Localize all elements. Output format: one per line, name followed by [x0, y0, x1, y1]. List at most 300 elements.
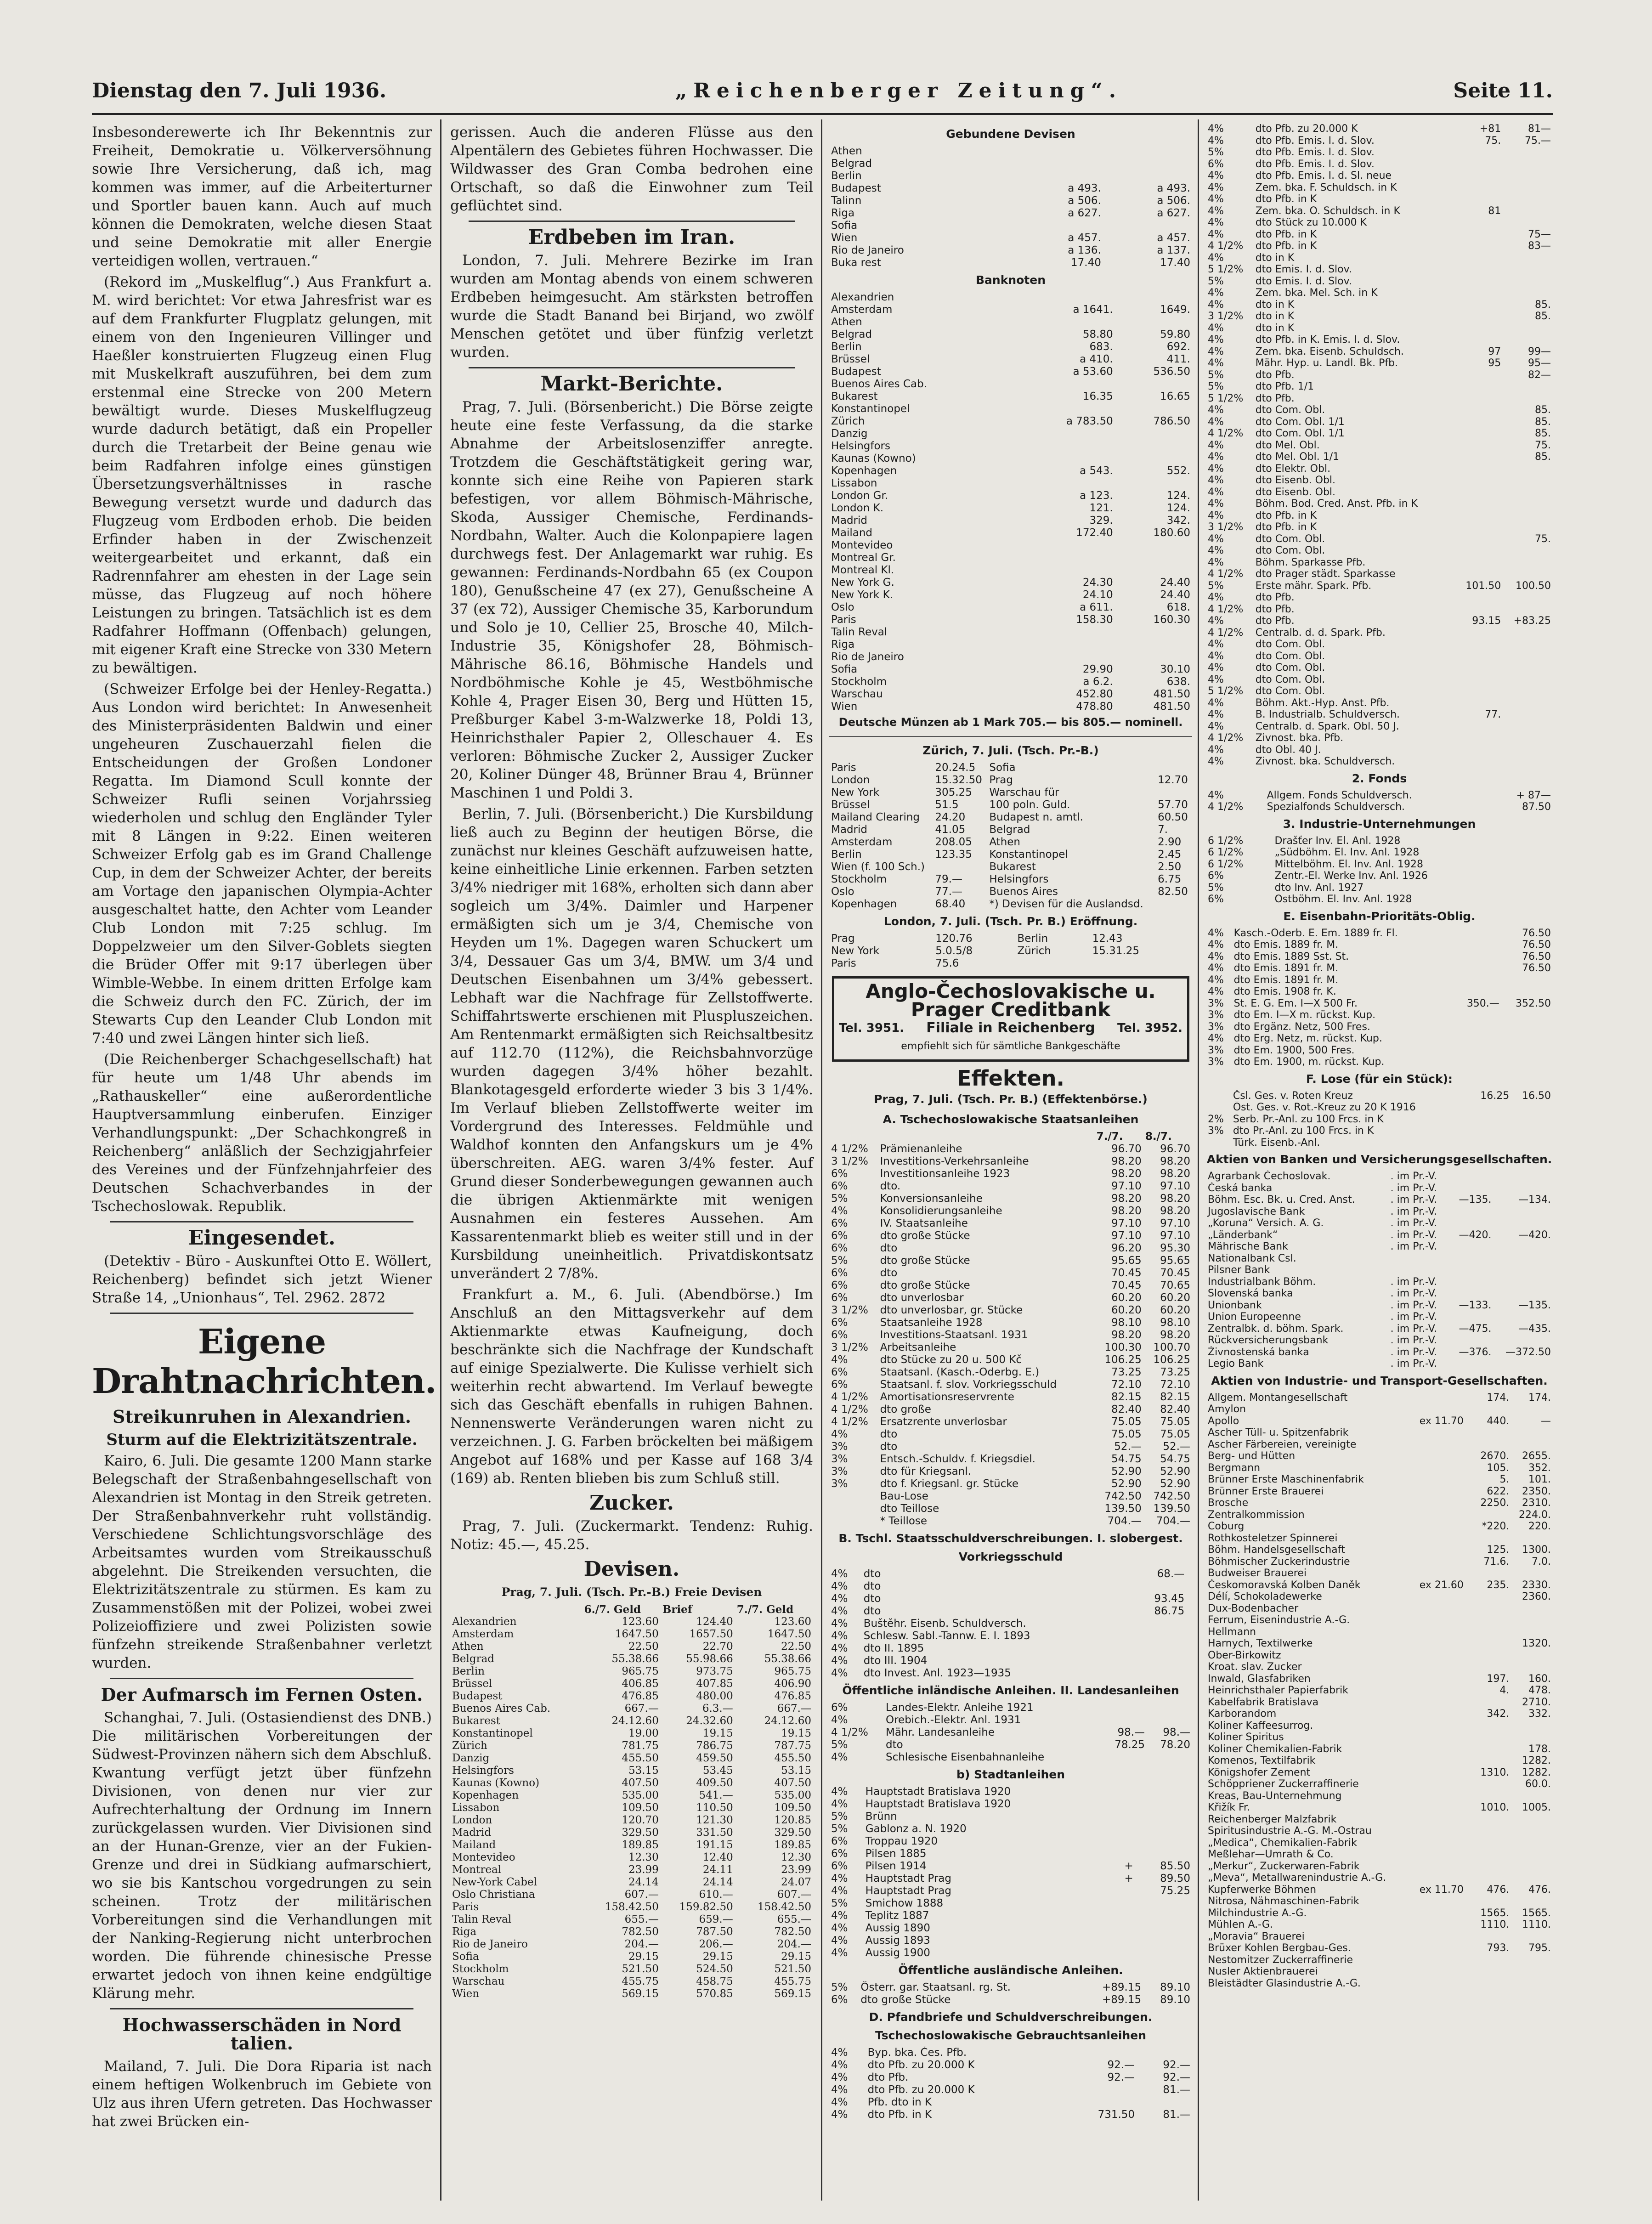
table-cell: 4%: [1208, 217, 1224, 228]
table-cell: 4%: [831, 2059, 848, 2071]
table-cell: dto große Stücke: [860, 1994, 951, 2006]
table-cell: . im Pr.-V.: [1390, 1288, 1437, 1299]
table-row: [1206, 1217, 1553, 1229]
table-cell: [1503, 721, 1553, 733]
table-cell: [1455, 568, 1503, 580]
table-caption: Prag, 7. Juli. (Tsch. Pr.-B.) Freie Devisen: [501, 1585, 762, 1599]
table-row: [450, 1765, 813, 1777]
table-cell: 98.—: [1117, 1726, 1145, 1738]
table-cell: dto Erg. Netz, m. rückst. Kup.: [1233, 1033, 1382, 1044]
table-row: [1206, 463, 1553, 475]
table-cell: [1503, 674, 1553, 686]
table-cell: a 627.: [1068, 207, 1101, 219]
table-cell: Pilsen 1914: [865, 1860, 927, 1872]
table-cell: 77.: [1485, 709, 1501, 720]
table-row: [1206, 381, 1553, 393]
ad-title: Anglo-Čechoslovakische u. Prager Creditbank: [866, 980, 1156, 1021]
table-cell: [1115, 639, 1192, 651]
table-cell: [1455, 158, 1503, 170]
table-cell: [1455, 276, 1503, 288]
table-cell: [1135, 1823, 1192, 1835]
table-cell: Koliner Kaffeesurrog.: [1208, 1720, 1313, 1732]
table-cell: 607.—: [624, 1889, 659, 1901]
table-row: [1206, 404, 1553, 416]
table-row: [1206, 334, 1553, 346]
table-cell: [1449, 1288, 1494, 1300]
table-cell: Zem. bka. Mel. Sch. in K: [1255, 287, 1378, 299]
table-row: [829, 304, 1192, 316]
table-cell: 4%: [831, 2047, 848, 2059]
table-cell: [1455, 229, 1503, 241]
table-cell: [1418, 1942, 1473, 1954]
table-cell: 98.20: [1111, 1168, 1142, 1180]
table-row: [1206, 870, 1553, 882]
table-row: [1206, 1045, 1553, 1057]
table-cell: 41.05: [935, 824, 966, 836]
table-row: [829, 1835, 1192, 1848]
table-cell: dto Pfb.: [1255, 592, 1295, 603]
table-cell: 6%: [831, 1242, 848, 1254]
table-cell: a 1641.: [1073, 304, 1113, 316]
table-cell: Mittelböhm. El. Inv. Anl. 1928: [1274, 858, 1424, 870]
table-cell: 4%: [831, 1605, 848, 1617]
table-cell: [1494, 1358, 1553, 1370]
table-cell: [1019, 403, 1115, 415]
table-cell: 15.31.25: [1092, 945, 1140, 957]
table-cell: Brüssel: [452, 1678, 492, 1690]
table-row: [1206, 662, 1553, 674]
table-cell: dto große Stücke: [880, 1230, 970, 1242]
table-cell: [1418, 1544, 1473, 1556]
ad-tagline: empfiehlt sich für sämtliche Bankgeschäfte: [901, 1041, 1120, 1052]
table-cell: 4%: [1208, 592, 1224, 603]
table-row: [829, 1193, 1192, 1205]
table-cell: [1015, 957, 1090, 970]
table-cell: Konstantinopel: [452, 1727, 533, 1739]
table-cell: Amsterdam: [452, 1628, 514, 1640]
table-row: [829, 316, 1192, 328]
article-erdbeben: London, 7. Juli. Mehrere Bezirke im Iran wurden am Montag abends von einem schweren Erdbeben heimgesucht. Am stärksten betroffen wurde die Stadt Banand bei Birjand, wo zwölf Menschen getötet und über fünfzig verletzt wurden.: [450, 252, 813, 361]
table-cell: Kupferwerke Böhmen: [1208, 1884, 1317, 1896]
table-cell: [1503, 147, 1553, 158]
table-cell: 82.50: [1158, 886, 1188, 898]
table-cell: 4%: [831, 1593, 848, 1605]
table-cell: 1310.: [1480, 1766, 1510, 1778]
table-cell: [1455, 627, 1503, 639]
table-cell: [1019, 477, 1115, 490]
table-cell: 85.: [1535, 299, 1551, 311]
table-cell: 552.: [1166, 465, 1190, 477]
table-row: [1206, 1358, 1553, 1370]
table-cell: Staatsanl. f. slov. Vorkriegsschuld: [880, 1379, 1057, 1391]
table-cell: 786.50: [1153, 415, 1190, 427]
table-cell: dto Pfb. 1/1: [1255, 381, 1314, 392]
table-cell: 4%: [1208, 170, 1224, 181]
table-cell: [1473, 1896, 1511, 1907]
table-cell: 29.15: [628, 1951, 659, 1963]
table-row: [829, 651, 1192, 663]
table-cell: 4%: [1208, 322, 1224, 334]
table-row: [1206, 1767, 1553, 1779]
table-cell: 6%: [831, 1317, 848, 1329]
table-cell: * Teillose: [880, 1515, 928, 1527]
table-cell: [1103, 158, 1192, 170]
table-cell: [1501, 974, 1553, 986]
table-cell: [1147, 1751, 1192, 1764]
table-cell: [1114, 1885, 1135, 1897]
table-row: [450, 1641, 813, 1653]
table-row: [1206, 1137, 1553, 1149]
table-cell: [1206, 1090, 1231, 1102]
table-cell: 692.: [1166, 341, 1190, 353]
table-cell: [1503, 521, 1553, 533]
table-cell: [1473, 1720, 1511, 1732]
table-cell: [1473, 1825, 1511, 1837]
table-row: [829, 1490, 1192, 1503]
table-cell: 125.: [1487, 1544, 1510, 1556]
table-cell: Brünn: [865, 1811, 897, 1822]
table-cell: [1489, 790, 1495, 802]
table-cell: „Südböhm. El. Inv. Anl. 1928: [1274, 847, 1420, 858]
table-row: [829, 1618, 1192, 1630]
table-cell: [1418, 1556, 1473, 1568]
table-row: [829, 701, 1192, 713]
table-cell: Türk. Eisenb.-Anl.: [1233, 1137, 1320, 1149]
table-cell: Brünner Erste Brauerei: [1208, 1485, 1324, 1497]
table-cell: 4%: [831, 1655, 848, 1667]
table-cell: Nitrosa, Nähmaschinen-Fabrik: [1208, 1896, 1359, 1907]
table-cell: 4%: [1208, 709, 1224, 720]
table-cell: 622.: [1487, 1485, 1510, 1497]
table-row: [829, 502, 1192, 515]
table-cell: [1473, 1861, 1511, 1873]
table-cell: 30.10: [1160, 663, 1190, 675]
table-cell: [1418, 1755, 1473, 1767]
table-row: [829, 589, 1192, 601]
table-row: [1206, 1673, 1553, 1685]
table-row: [829, 873, 1192, 886]
table-cell: dto in K: [1255, 299, 1295, 311]
table-cell: 4%: [831, 1667, 848, 1679]
table-cell: [1418, 1450, 1473, 1462]
table-cell: [1454, 1033, 1501, 1045]
table-row: [1206, 158, 1553, 170]
table-cell: 1010.: [1480, 1802, 1510, 1813]
table-cell: dto Pfb. Emis. I. d. Slov.: [1255, 147, 1375, 158]
table-cell: Buenos Aires Cab.: [452, 1703, 551, 1715]
table-cell: 3%: [1208, 1044, 1224, 1056]
table-cell: [1546, 870, 1553, 882]
table-cell: [829, 1503, 878, 1515]
table-cell: 76.50: [1522, 951, 1551, 962]
table-cell: 121.: [1089, 502, 1113, 514]
table-cell: 96.70: [1111, 1143, 1142, 1155]
table-row: [829, 353, 1192, 366]
table-cell: [1455, 170, 1503, 182]
table-row: [829, 1155, 1192, 1168]
table-row: [1206, 962, 1553, 974]
table-cell: [1114, 1811, 1135, 1823]
table-cell: +89.15: [1102, 1981, 1142, 1993]
table-cell: [1114, 1823, 1135, 1835]
table-cell: „Koruna“ Versich. A. G.: [1208, 1217, 1324, 1229]
table-cell: Böhm. Handelsgesellschaft: [1208, 1544, 1345, 1556]
table-cell: 120.85: [774, 1814, 811, 1826]
table-cell: 81: [1488, 205, 1501, 217]
table-cell: 476.85: [774, 1690, 811, 1702]
table-cell: 476.: [1487, 1884, 1510, 1896]
table-cell: Wien: [831, 232, 858, 244]
table-cell: 79.—: [935, 873, 962, 885]
table-row: [1206, 1661, 1553, 1673]
table-cell: [1540, 882, 1547, 894]
table-cell: 4%: [1208, 404, 1224, 416]
pfandbriefe-table: [1206, 123, 1553, 768]
table-cell: 17.40: [1160, 257, 1190, 269]
table-row: [1206, 475, 1553, 487]
table-row: [1206, 1288, 1553, 1300]
table-cell: 5%: [1208, 580, 1224, 592]
table-cell: [1186, 1593, 1192, 1605]
table-row: [829, 2096, 1192, 2109]
table-cell: 4%: [1208, 639, 1224, 650]
table-cell: dto: [880, 1428, 898, 1440]
table-row: [829, 1655, 1192, 1667]
table-row: [829, 403, 1192, 415]
table-cell: [1418, 1778, 1473, 1790]
table-cell: 22.70: [702, 1641, 733, 1652]
table-cell: [1511, 1403, 1553, 1415]
table-cell: [1418, 1708, 1473, 1720]
table-cell: 98.20: [1160, 1193, 1190, 1205]
table-cell: [1511, 1732, 1553, 1743]
table-cell: Danzig: [831, 428, 868, 440]
effekten-c-table: [829, 1702, 1192, 1764]
table-cell: . im Pr.-V.: [1390, 1323, 1437, 1335]
table-row: [1206, 568, 1553, 580]
table-cell: —376.: [1459, 1346, 1492, 1358]
table-cell: [1114, 1935, 1135, 1947]
ad-row: [839, 1019, 1182, 1037]
table-row: [1206, 580, 1553, 592]
table-cell: [1455, 182, 1503, 194]
table-row: [829, 1897, 1192, 1910]
table-cell: 6%: [831, 1168, 848, 1180]
table-row: [829, 1811, 1192, 1823]
table-cell: [1454, 1021, 1501, 1033]
table-cell: 6%: [831, 1329, 848, 1341]
table-cell: Madrid: [831, 824, 867, 836]
table-cell: [1135, 1935, 1192, 1947]
table-cell: [1455, 416, 1503, 428]
table-cell: dto: [880, 1267, 898, 1279]
table-cell: Berlin: [1017, 933, 1048, 945]
table-cell: 93.45: [1154, 1593, 1185, 1605]
table-cell: Mähr. Landesanleihe: [885, 1726, 995, 1738]
table-cell: [1494, 1206, 1553, 1218]
table-cell: [1503, 498, 1553, 510]
column-header: 8./7.: [1145, 1131, 1172, 1143]
table-cell: [1418, 1802, 1473, 1814]
table-cell: 54.75: [1160, 1453, 1190, 1465]
table-cell: 235.: [1487, 1579, 1510, 1591]
table-cell: dto Pfb.: [867, 2071, 909, 2083]
table-cell: [1019, 291, 1115, 304]
table-cell: 4%: [1208, 720, 1224, 732]
table-cell: Bukarest: [989, 861, 1036, 873]
table-cell: [1473, 1568, 1511, 1579]
table-cell: [1503, 487, 1553, 498]
table-cell: 350.—: [1466, 997, 1499, 1009]
table-cell: 4%: [831, 1205, 848, 1217]
table-cell: [1503, 592, 1553, 604]
table-cell: 86.75: [1154, 1605, 1185, 1617]
table-cell: 24.14: [702, 1876, 733, 1888]
table-cell: Buštěhr. Eisenb. Schuldversch.: [863, 1618, 1026, 1630]
table-cell: . im Pr.-V.: [1390, 1299, 1437, 1311]
table-cell: Alexandrien: [452, 1616, 517, 1628]
table-row: [829, 626, 1192, 639]
table-row: [1206, 147, 1553, 158]
table-cell: London K.: [831, 502, 884, 514]
table-cell: London Gr.: [831, 490, 888, 502]
table-cell: 100.30: [1104, 1341, 1142, 1353]
table-cell: [1501, 1033, 1553, 1045]
table-row: [1206, 1884, 1553, 1896]
table-cell: Kopenhagen: [831, 465, 897, 477]
table-cell: dto Emis. I. d. Slov.: [1255, 275, 1352, 287]
table-cell: 541.—: [699, 1789, 733, 1801]
table-cell: Böhm. Bod. Cred. Anst. Pfb. in K: [1255, 498, 1418, 509]
industrie-table: [1206, 835, 1553, 905]
table-cell: 342.: [1487, 1708, 1510, 1720]
table-row: [1206, 205, 1553, 217]
table-cell: Berlin: [831, 170, 862, 182]
table-cell: Oslo: [831, 601, 854, 613]
table-row: [1206, 533, 1553, 545]
table-cell: 172.40: [1076, 527, 1113, 539]
table-cell: [1418, 1533, 1473, 1545]
table-row: [1206, 1033, 1553, 1045]
table-cell: 197.: [1487, 1673, 1510, 1685]
table-cell: 24.40: [1160, 589, 1190, 601]
table-cell: dto Com. Obl.: [1255, 685, 1325, 697]
table-cell: Montreal: [452, 1864, 502, 1876]
table-cell: 159.82.50: [679, 1901, 733, 1913]
report-frankfurt: Frankfurt a. M., 6. Juli. (Abendbörse.) Im Anschluß an den Mittagsverkehr auf dem Aktienmarkte etwas Kaufneigung, doch beschränkte sich die Nachfrage der Kundschaft auf einige Spezialwerte. Die Kulisse verhielt sich weiterhin recht abwartend. Im Verlauf bewegte sich das Geschäft ebenfalls in ruhigen Bahnen. Nennenswerte Veränderungen waren nicht zu verzeichnen. J. G. Farben bröckelten bei mäßigem Angebot auf 168% und per Kasse auf 168 3/4 (169) ab. Renten blieben bis zum Schluß still.: [450, 1286, 813, 1487]
table-cell: 6 1/2%: [1208, 835, 1244, 847]
table-row: [1206, 627, 1553, 639]
table-cell: dto: [863, 1605, 881, 1617]
table-row: [450, 1690, 813, 1703]
table-cell: [1186, 1630, 1192, 1642]
section-heading: Zucker.: [589, 1491, 674, 1515]
table-cell: [1503, 756, 1553, 768]
table-caption: Öffentliche inländische Anleihen. II. Landesanleihen: [842, 1684, 1179, 1697]
table-cell: [1135, 1835, 1192, 1848]
table-cell: 95.65: [1160, 1255, 1190, 1267]
column-header: 6./7. Geld: [584, 1603, 641, 1616]
table-cell: dto Pfb. Emis. I. d. Slov.: [1255, 158, 1375, 170]
table-cell: dto in K: [1255, 311, 1295, 322]
table-cell: Rio de Janeiro: [831, 244, 904, 256]
table-row: [1206, 1931, 1553, 1943]
table-row: [1206, 1966, 1553, 1978]
table-cell: 570.85: [696, 1988, 733, 2000]
table-cell: [1389, 1253, 1449, 1265]
table-row: [829, 1379, 1192, 1391]
table-cell: 478.80: [1076, 701, 1113, 713]
table-cell: 6%: [831, 1860, 848, 1872]
table-cell: 5%: [831, 1897, 848, 1909]
table-cell: 332.: [1528, 1708, 1551, 1720]
table-cell: [1501, 1056, 1553, 1068]
table-cell: 24.10: [1082, 589, 1113, 601]
table-cell: 82—: [1528, 369, 1551, 381]
table-cell: [1455, 498, 1503, 510]
table-cell: Centralb. d. Spark. Obl. 50 J.: [1255, 720, 1399, 732]
section-heading: Effekten.: [957, 1066, 1064, 1091]
table-cell: dto Pfb.: [1255, 369, 1295, 381]
table-cell: 4 1/2%: [1208, 428, 1244, 439]
table-cell: dto unverlosbar, gr. Stücke: [880, 1304, 1023, 1316]
table-row: [450, 1975, 813, 1988]
table-row: [829, 1605, 1192, 1618]
table-cell: Nationalbank Čsl.: [1208, 1252, 1296, 1264]
table-cell: [1455, 217, 1503, 229]
table-row: [450, 1827, 813, 1839]
table-cell: 24.32.60: [686, 1715, 733, 1727]
table-cell: 329.: [1089, 515, 1113, 526]
table-cell: [1546, 894, 1553, 905]
table-row: [829, 1935, 1192, 1947]
table-cell: dto Com. Obl.: [1255, 545, 1325, 556]
table-cell: Brosche: [1208, 1497, 1249, 1509]
table-row: [450, 1951, 813, 1963]
table-row: [1206, 498, 1553, 510]
table-row: [1206, 1814, 1553, 1826]
table-cell: Aussig 1890: [865, 1922, 930, 1934]
table-row: [1206, 1942, 1553, 1954]
table-cell: 965.75: [622, 1665, 659, 1677]
table-cell: 4%: [1208, 974, 1224, 986]
table-cell: [1503, 334, 1553, 346]
table-cell: 85.50: [1160, 1860, 1190, 1872]
table-cell: dto Pfb. in K: [1255, 521, 1317, 533]
column-1: [92, 123, 436, 2133]
table-cell: Mühlen A.-G.: [1208, 1919, 1273, 1930]
table-cell: Talin Reval: [452, 1913, 512, 1925]
table-cell: 75.: [1535, 533, 1551, 545]
table-cell: 4%: [1208, 135, 1224, 147]
table-cell: 120.76: [935, 933, 973, 945]
table-cell: [1014, 158, 1103, 170]
table-row: [1206, 545, 1553, 557]
table-cell: 455.75: [774, 1975, 811, 1987]
table-cell: [1135, 1897, 1192, 1910]
table-cell: 1657.50: [689, 1628, 733, 1640]
table-cell: +: [1124, 1873, 1133, 1884]
table-cell: [1455, 475, 1503, 487]
table-cell: Pilsner Bank: [1208, 1264, 1270, 1276]
table-cell: [1115, 453, 1192, 465]
table-cell: Spezialfonds Schuldversch.: [1267, 801, 1405, 813]
table-cell: 82.15: [1160, 1391, 1190, 1403]
table-cell: Rückversicherungsbank: [1208, 1335, 1329, 1346]
table-cell: Bergmann: [1208, 1462, 1261, 1474]
table-cell: [1418, 1638, 1473, 1650]
table-row: [1206, 416, 1553, 428]
